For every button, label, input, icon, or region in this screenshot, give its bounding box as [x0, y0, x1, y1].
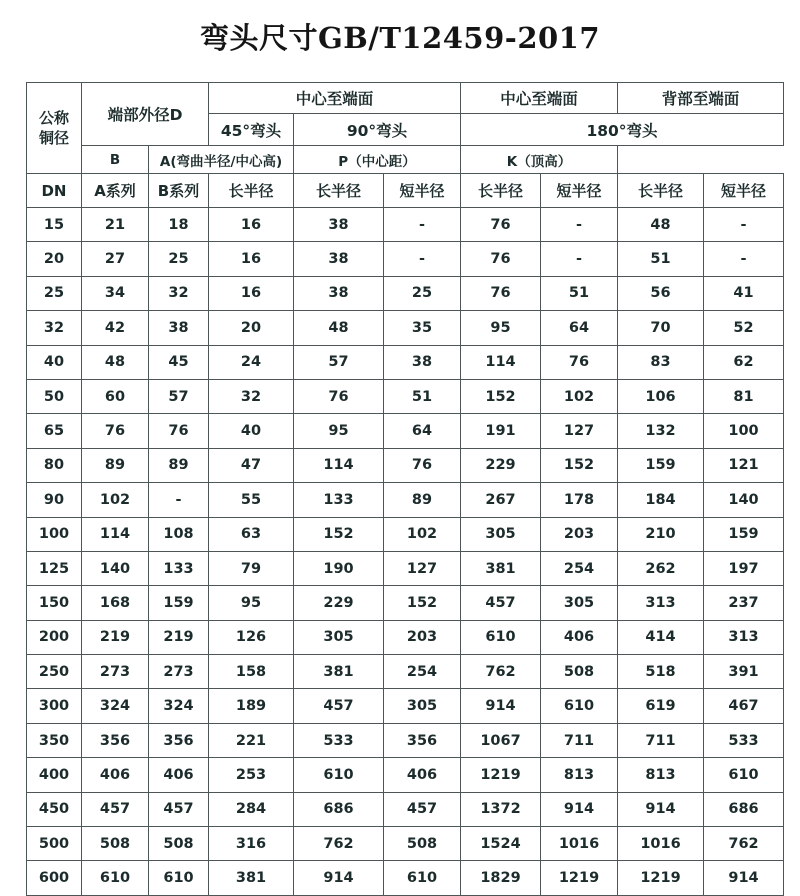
table-cell: 76	[461, 242, 541, 276]
table-cell: 457	[384, 792, 461, 826]
cell-dn: 90	[27, 483, 82, 517]
table-cell: 914	[618, 792, 704, 826]
header-symbol-k: K（顶高）	[461, 146, 618, 174]
table-cell: 38	[294, 276, 384, 310]
elbow-dimensions-table-container	[26, 82, 783, 896]
table-cell: 467	[704, 689, 784, 723]
table-cell: 914	[704, 861, 784, 895]
table-cell: 457	[294, 689, 384, 723]
table-cell: 95	[461, 311, 541, 345]
cell-dn: 65	[27, 414, 82, 448]
header-nominal-diameter	[27, 83, 82, 174]
table-cell: 610	[294, 758, 384, 792]
header-col-series-b: B系列	[149, 174, 209, 208]
table-cell: 1067	[461, 723, 541, 757]
table-cell: 610	[704, 758, 784, 792]
table-cell: 106	[618, 379, 704, 413]
cell-dn: 300	[27, 689, 82, 723]
table-cell: 254	[384, 655, 461, 689]
table-cell: 158	[209, 655, 294, 689]
header-outer-diameter: 端部外径D	[82, 83, 209, 146]
table-cell: 16	[209, 276, 294, 310]
table-cell: 189	[209, 689, 294, 723]
cell-dn: 400	[27, 758, 82, 792]
table-cell: 63	[209, 517, 294, 551]
table-cell: 457	[149, 792, 209, 826]
table-cell: 178	[541, 483, 618, 517]
header-col-dn: DN	[27, 174, 82, 208]
header-bend-180: 180°弯头	[461, 114, 784, 146]
table-cell: 89	[384, 483, 461, 517]
table-cell: 273	[149, 655, 209, 689]
table-cell: -	[384, 242, 461, 276]
table-cell: 219	[82, 620, 149, 654]
cell-dn: 20	[27, 242, 82, 276]
table-row	[27, 758, 784, 792]
table-cell: -	[149, 483, 209, 517]
table-cell: 686	[704, 792, 784, 826]
table-cell: 21	[82, 208, 149, 242]
table-cell: 1219	[618, 861, 704, 895]
table-row	[27, 448, 784, 482]
table-row	[27, 208, 784, 242]
table-row	[27, 551, 784, 585]
table-cell: 1372	[461, 792, 541, 826]
table-cell: 1016	[541, 827, 618, 861]
header-col-a90-short: 短半径	[384, 174, 461, 208]
table-cell: 914	[541, 792, 618, 826]
table-header	[27, 83, 784, 208]
table-cell: 48	[82, 345, 149, 379]
header-col-series-a: A系列	[82, 174, 149, 208]
table-cell: 48	[294, 311, 384, 345]
header-bend-90: 90°弯头	[294, 114, 461, 146]
table-row	[27, 827, 784, 861]
table-cell: 32	[209, 379, 294, 413]
table-cell: 914	[294, 861, 384, 895]
cell-dn: 15	[27, 208, 82, 242]
cell-dn: 40	[27, 345, 82, 379]
table-cell: 51	[384, 379, 461, 413]
cell-dn: 600	[27, 861, 82, 895]
table-cell: 114	[82, 517, 149, 551]
table-cell: 89	[149, 448, 209, 482]
table-cell: 518	[618, 655, 704, 689]
table-cell: 25	[149, 242, 209, 276]
table-cell: 76	[149, 414, 209, 448]
header-col-b45-long: 长半径	[209, 174, 294, 208]
table-row	[27, 414, 784, 448]
table-cell: 391	[704, 655, 784, 689]
table-cell: 508	[82, 827, 149, 861]
table-cell: 381	[294, 655, 384, 689]
table-cell: 27	[82, 242, 149, 276]
table-cell: 55	[209, 483, 294, 517]
table-cell: 56	[618, 276, 704, 310]
table-cell: 711	[541, 723, 618, 757]
table-cell: 324	[149, 689, 209, 723]
table-cell: 38	[294, 208, 384, 242]
cell-dn: 25	[27, 276, 82, 310]
table-cell: 457	[82, 792, 149, 826]
cell-dn: 32	[27, 311, 82, 345]
table-cell: 313	[704, 620, 784, 654]
table-cell: 45	[149, 345, 209, 379]
table-cell: 52	[704, 311, 784, 345]
table-cell: 533	[294, 723, 384, 757]
table-cell: 18	[149, 208, 209, 242]
table-cell: 305	[461, 517, 541, 551]
table-row	[27, 861, 784, 895]
table-cell: 190	[294, 551, 384, 585]
table-cell: 203	[384, 620, 461, 654]
cell-dn: 500	[27, 827, 82, 861]
table-row	[27, 689, 784, 723]
header-row-symbols	[27, 146, 784, 174]
header-col-p-short: 短半径	[541, 174, 618, 208]
table-cell: 313	[618, 586, 704, 620]
table-row	[27, 276, 784, 310]
table-cell: 197	[704, 551, 784, 585]
table-cell: 253	[209, 758, 294, 792]
header-col-p-long: 长半径	[461, 174, 541, 208]
table-cell: 100	[704, 414, 784, 448]
table-cell: 284	[209, 792, 294, 826]
table-cell: 305	[384, 689, 461, 723]
table-cell: 102	[384, 517, 461, 551]
table-cell: 1016	[618, 827, 704, 861]
table-cell: 35	[384, 311, 461, 345]
table-cell: 762	[294, 827, 384, 861]
table-cell: 127	[384, 551, 461, 585]
table-cell: 140	[82, 551, 149, 585]
table-cell: 41	[704, 276, 784, 310]
table-cell: 79	[209, 551, 294, 585]
table-cell: 762	[704, 827, 784, 861]
table-cell: 273	[82, 655, 149, 689]
table-cell: 38	[384, 345, 461, 379]
table-cell: 219	[149, 620, 209, 654]
table-cell: -	[704, 208, 784, 242]
table-cell: 81	[704, 379, 784, 413]
table-cell: 152	[461, 379, 541, 413]
table-cell: 316	[209, 827, 294, 861]
table-cell: 414	[618, 620, 704, 654]
table-cell: 229	[461, 448, 541, 482]
header-row-columns	[27, 174, 784, 208]
table-cell: 356	[384, 723, 461, 757]
cell-dn: 250	[27, 655, 82, 689]
header-col-k-long: 长半径	[618, 174, 704, 208]
table-cell: 133	[294, 483, 384, 517]
table-cell: 159	[149, 586, 209, 620]
table-row	[27, 517, 784, 551]
table-cell: 210	[618, 517, 704, 551]
table-cell: 610	[384, 861, 461, 895]
table-cell: 184	[618, 483, 704, 517]
table-cell: 406	[541, 620, 618, 654]
table-cell: 305	[541, 586, 618, 620]
table-cell: 237	[704, 586, 784, 620]
table-cell: 64	[541, 311, 618, 345]
table-cell: 381	[461, 551, 541, 585]
table-cell: 191	[461, 414, 541, 448]
table-cell: 32	[149, 276, 209, 310]
table-cell: 813	[618, 758, 704, 792]
table-cell: 126	[209, 620, 294, 654]
table-cell: 356	[149, 723, 209, 757]
table-cell: 406	[384, 758, 461, 792]
table-row	[27, 586, 784, 620]
elbow-dimensions-table	[26, 82, 784, 896]
table-cell: 159	[618, 448, 704, 482]
table-cell: 229	[294, 586, 384, 620]
cell-dn: 450	[27, 792, 82, 826]
table-cell: 25	[384, 276, 461, 310]
table-cell: 1219	[461, 758, 541, 792]
table-cell: 38	[149, 311, 209, 345]
table-cell: 24	[209, 345, 294, 379]
table-row	[27, 723, 784, 757]
table-cell: 262	[618, 551, 704, 585]
table-cell: 1524	[461, 827, 541, 861]
table-cell: 508	[149, 827, 209, 861]
table-cell: 102	[82, 483, 149, 517]
table-cell: 508	[541, 655, 618, 689]
table-row	[27, 345, 784, 379]
table-cell: 121	[704, 448, 784, 482]
table-row	[27, 483, 784, 517]
table-cell: 16	[209, 242, 294, 276]
header-col-k-short: 短半径	[704, 174, 784, 208]
table-cell: 132	[618, 414, 704, 448]
table-row	[27, 792, 784, 826]
table-cell: 16	[209, 208, 294, 242]
table-cell: 813	[541, 758, 618, 792]
table-cell: 203	[541, 517, 618, 551]
table-body	[27, 208, 784, 896]
table-cell: 324	[82, 689, 149, 723]
cell-dn: 150	[27, 586, 82, 620]
table-cell: 95	[209, 586, 294, 620]
table-cell: 47	[209, 448, 294, 482]
cell-dn: 80	[27, 448, 82, 482]
header-symbol-p: P（中心距）	[294, 146, 461, 174]
header-nominal-diameter-line2: 铜径	[38, 129, 69, 147]
table-cell: 152	[541, 448, 618, 482]
table-cell: 102	[541, 379, 618, 413]
table-cell: 57	[149, 379, 209, 413]
table-cell: 42	[82, 311, 149, 345]
table-cell: 51	[541, 276, 618, 310]
cell-dn: 200	[27, 620, 82, 654]
table-cell: 610	[541, 689, 618, 723]
table-cell: 114	[461, 345, 541, 379]
header-row-group	[27, 83, 784, 114]
page-title: 弯头尺寸GB/T12459-2017	[199, 21, 601, 55]
table-cell: 1219	[541, 861, 618, 895]
table-cell: 619	[618, 689, 704, 723]
table-row	[27, 311, 784, 345]
table-cell: -	[541, 208, 618, 242]
table-cell: 159	[704, 517, 784, 551]
table-cell: 152	[384, 586, 461, 620]
cell-dn: 125	[27, 551, 82, 585]
cell-dn: 350	[27, 723, 82, 757]
table-cell: -	[704, 242, 784, 276]
cell-dn: 100	[27, 517, 82, 551]
table-cell: 406	[149, 758, 209, 792]
table-row	[27, 620, 784, 654]
table-cell: 108	[149, 517, 209, 551]
header-col-a90-long: 长半径	[294, 174, 384, 208]
table-cell: 20	[209, 311, 294, 345]
table-cell: 305	[294, 620, 384, 654]
header-symbol-a: A(弯曲半径/中心高)	[149, 146, 294, 174]
table-cell: 610	[461, 620, 541, 654]
table-cell: 114	[294, 448, 384, 482]
header-bend-45: 45°弯头	[209, 114, 294, 146]
table-cell: 381	[209, 861, 294, 895]
table-cell: 70	[618, 311, 704, 345]
table-cell: 406	[82, 758, 149, 792]
table-cell: 267	[461, 483, 541, 517]
table-cell: 762	[461, 655, 541, 689]
table-row	[27, 379, 784, 413]
table-cell: -	[541, 242, 618, 276]
table-cell: 51	[618, 242, 704, 276]
table-cell: 711	[618, 723, 704, 757]
header-symbol-b: B	[82, 146, 149, 174]
table-cell: -	[384, 208, 461, 242]
table-cell: 83	[618, 345, 704, 379]
table-cell: 89	[82, 448, 149, 482]
table-cell: 76	[461, 276, 541, 310]
table-cell: 76	[82, 414, 149, 448]
table-cell: 133	[149, 551, 209, 585]
table-cell: 34	[82, 276, 149, 310]
header-nominal-diameter-line1: 公称	[38, 108, 69, 127]
table-cell: 60	[82, 379, 149, 413]
table-cell: 48	[618, 208, 704, 242]
table-cell: 914	[461, 689, 541, 723]
header-center-to-end-a: 中心至端面	[209, 83, 461, 114]
table-cell: 533	[704, 723, 784, 757]
table-cell: 57	[294, 345, 384, 379]
table-cell: 1829	[461, 861, 541, 895]
table-cell: 686	[294, 792, 384, 826]
table-cell: 64	[384, 414, 461, 448]
table-cell: 221	[209, 723, 294, 757]
table-cell: 168	[82, 586, 149, 620]
header-center-to-end-b: 中心至端面	[461, 83, 618, 114]
table-cell: 508	[384, 827, 461, 861]
table-cell: 40	[209, 414, 294, 448]
table-cell: 140	[704, 483, 784, 517]
table-row	[27, 655, 784, 689]
table-cell: 610	[82, 861, 149, 895]
table-cell: 152	[294, 517, 384, 551]
table-cell: 76	[294, 379, 384, 413]
table-cell: 38	[294, 242, 384, 276]
table-cell: 62	[704, 345, 784, 379]
table-cell: 254	[541, 551, 618, 585]
header-back-to-end: 背部至端面	[618, 83, 784, 114]
table-cell: 356	[82, 723, 149, 757]
table-cell: 76	[541, 345, 618, 379]
table-cell: 95	[294, 414, 384, 448]
cell-dn: 50	[27, 379, 82, 413]
table-cell: 76	[384, 448, 461, 482]
table-cell: 127	[541, 414, 618, 448]
table-cell: 610	[149, 861, 209, 895]
table-row	[27, 242, 784, 276]
table-cell: 457	[461, 586, 541, 620]
table-cell: 76	[461, 208, 541, 242]
